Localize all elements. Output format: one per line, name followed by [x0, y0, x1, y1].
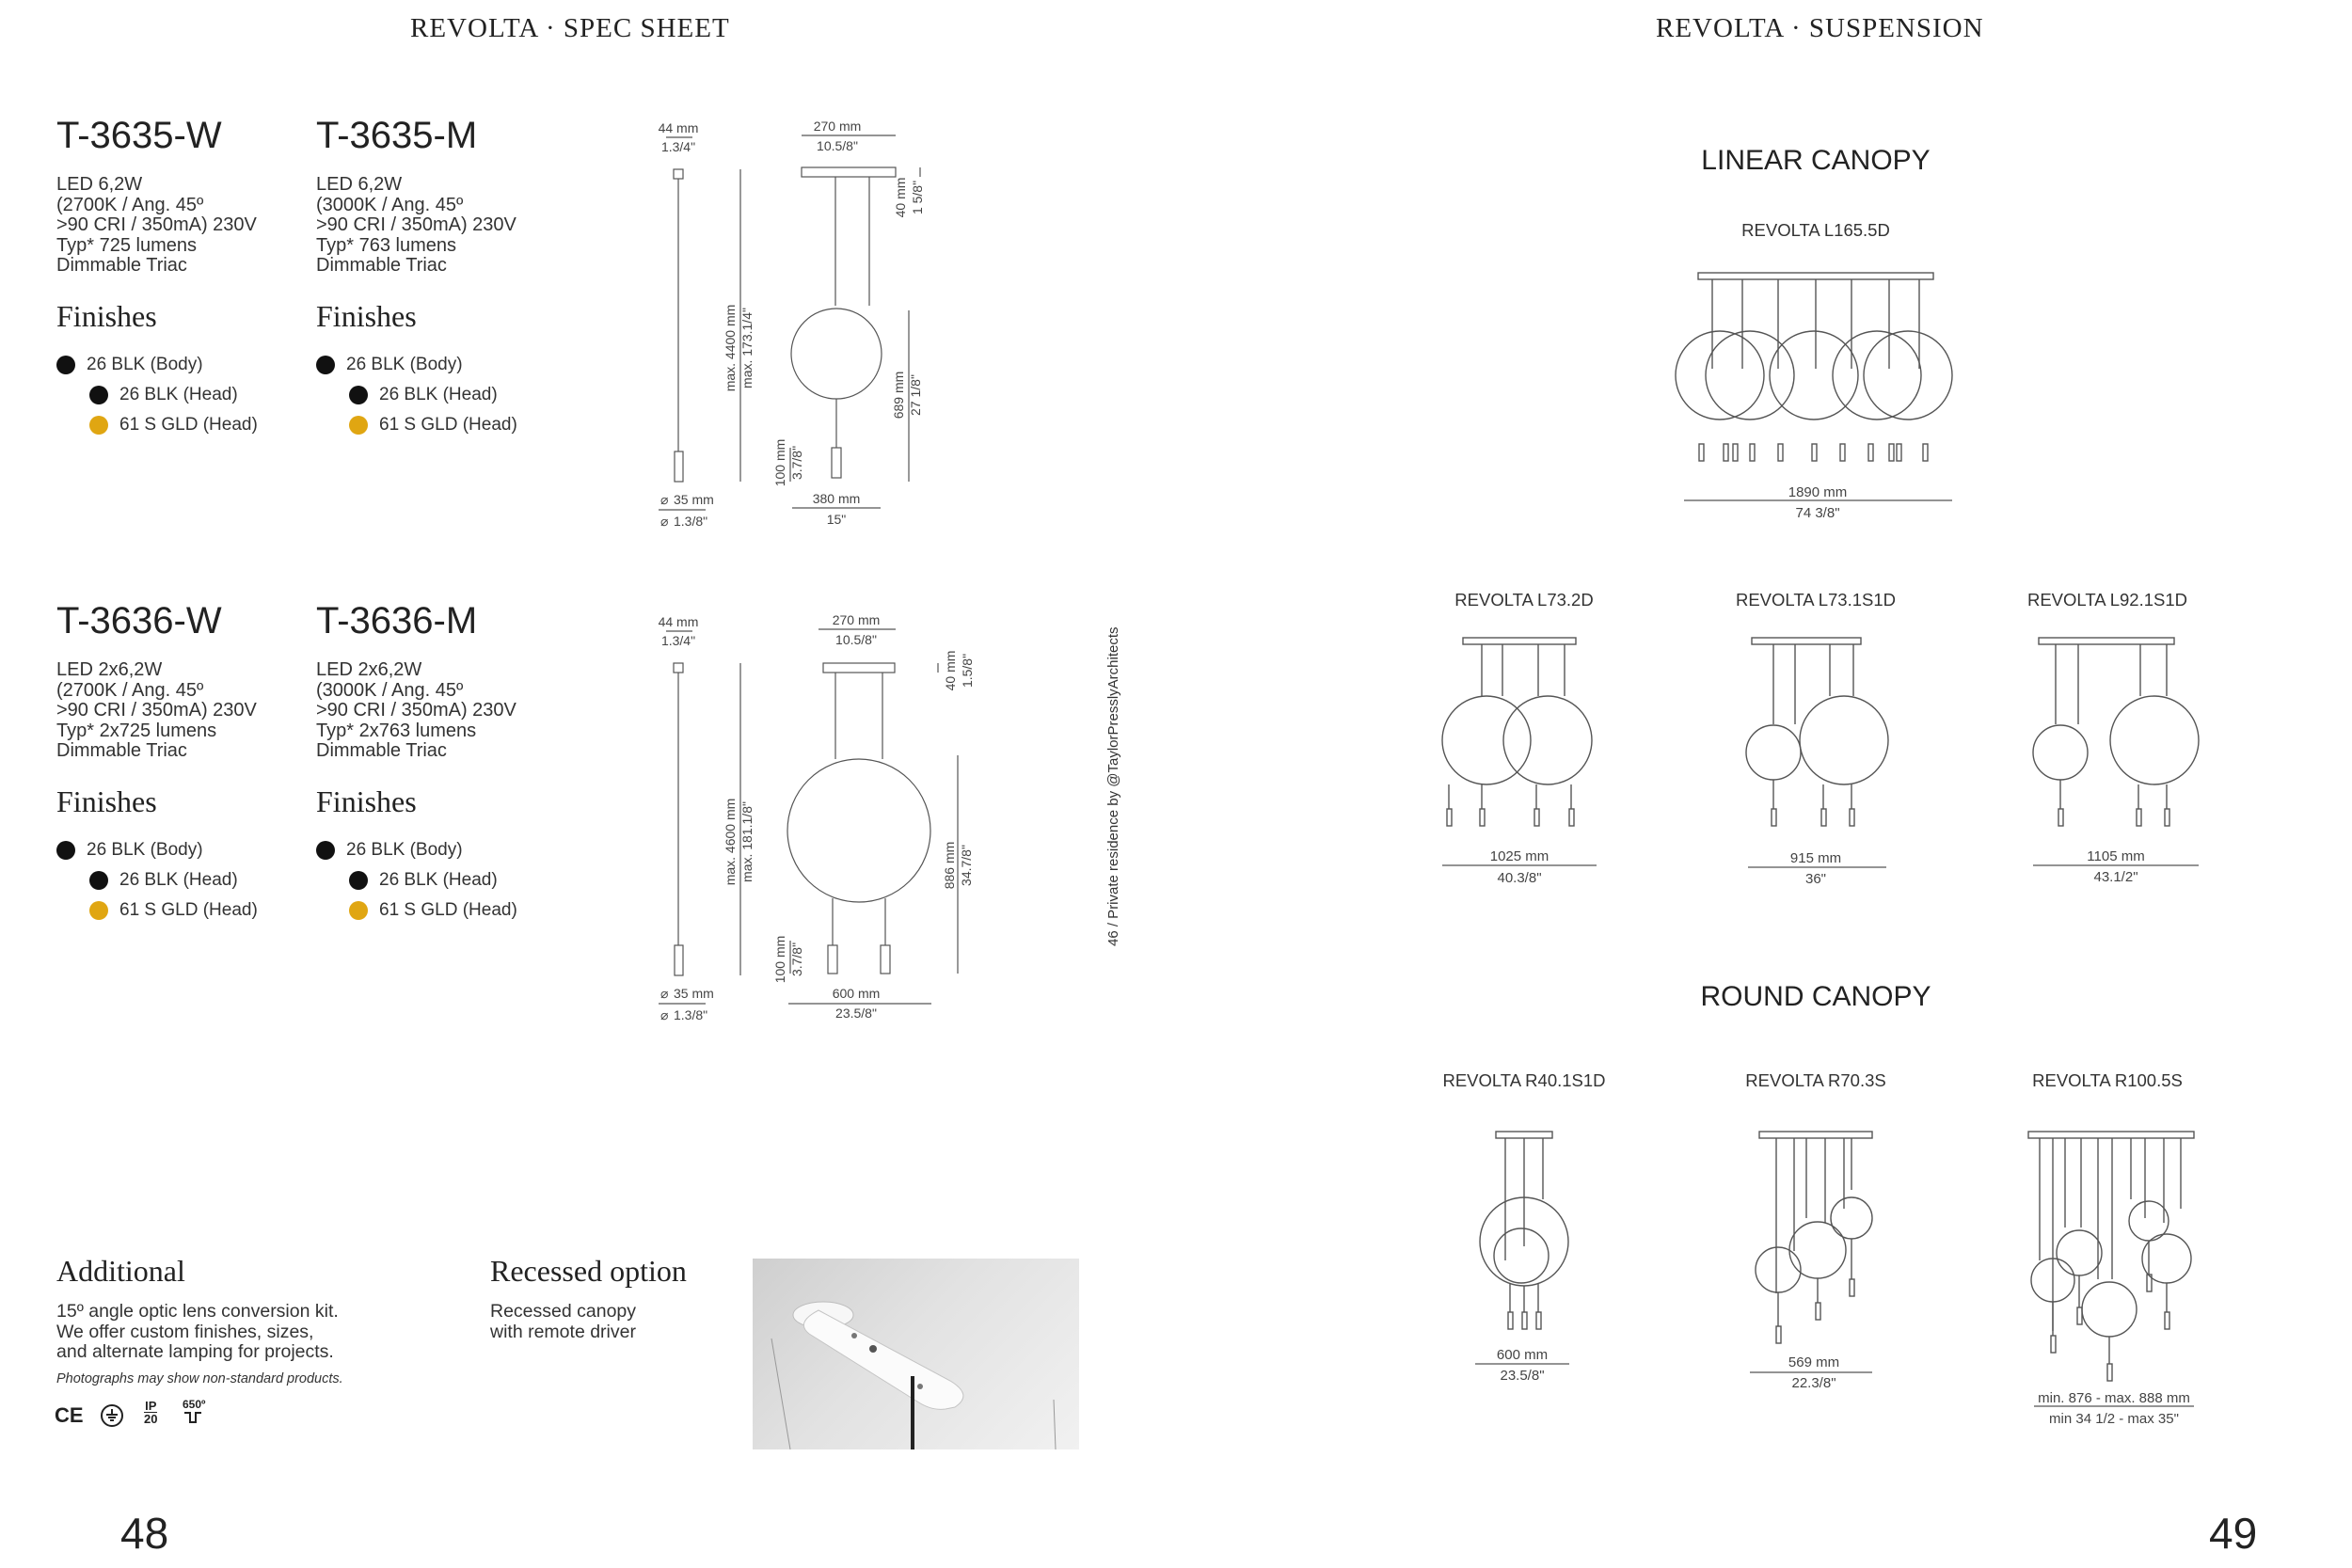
- dim-label: 23.5/8": [835, 1006, 877, 1021]
- fixture-label: REVOLTA R70.3S: [1745, 1070, 1886, 1090]
- spec-line: >90 CRI / 350mA) 230V: [316, 700, 516, 721]
- recessed-text: [490, 1302, 636, 1342]
- spec-line: Dimmable Triac: [316, 740, 447, 761]
- dim-label: 1.3/8": [674, 514, 708, 529]
- finishes-title: Finishes: [56, 784, 157, 818]
- spec-block: [56, 660, 257, 762]
- dim-label: 43.1/2": [2093, 869, 2138, 885]
- dim-label: 74 3/8": [1795, 505, 1840, 521]
- fixture-diagram-l73-1s1d: [1722, 630, 1919, 894]
- finish-label: 26 BLK (Body): [87, 840, 203, 860]
- finish-item: [89, 870, 238, 891]
- additional-title: Additional: [56, 1254, 185, 1288]
- spec-block: [316, 175, 516, 277]
- linear-canopy-title: LINEAR CANOPY: [1701, 145, 1931, 176]
- finish-item: [316, 840, 463, 861]
- spec-line: (3000K / Ang. 45º: [316, 679, 464, 701]
- dim-label: 35 mm: [674, 986, 714, 1001]
- dim-label: 34.7/8": [959, 845, 974, 886]
- canopy-photo-illustration: [753, 1259, 1079, 1449]
- dim-label: 10.5/8": [817, 138, 858, 153]
- page-number: 49: [2209, 1509, 2258, 1558]
- dim-label: ⌀: [660, 492, 669, 507]
- finish-swatch-black: [316, 356, 335, 374]
- finish-label: 26 BLK (Head): [379, 870, 498, 890]
- product-dimension-diagram: [640, 607, 978, 1030]
- ce-mark-icon: CE: [55, 1403, 84, 1427]
- right-page-header: REVOLTA · SUSPENSION: [1656, 13, 1984, 43]
- fixture-diagram-l92-1s1d: [2018, 630, 2216, 894]
- dim-label: ⌀: [660, 514, 669, 529]
- dim-label: 100 mm: [772, 935, 787, 984]
- finishes-title: Finishes: [316, 784, 417, 818]
- model-title: T-3636-W: [56, 600, 222, 641]
- ground-symbol-icon: [100, 1403, 124, 1428]
- dim-label: 3.7/8": [789, 942, 804, 977]
- fixture-diagram-l73-2d: [1425, 630, 1623, 894]
- spec-block: [316, 660, 516, 762]
- ip20-icon: [144, 1400, 157, 1425]
- certification-icons: [55, 1398, 224, 1430]
- dim-label: 44 mm: [658, 120, 699, 135]
- spec-line: (2700K / Ang. 45º: [56, 679, 204, 701]
- finish-swatch-gold: [89, 416, 108, 435]
- finish-swatch-black: [349, 386, 368, 404]
- text-line: with remote driver: [490, 1321, 636, 1342]
- ip-value: 20: [144, 1412, 158, 1426]
- dim-label: 36": [1804, 871, 1827, 887]
- spec-line: LED 6,2W: [56, 174, 143, 195]
- finish-label: 61 S GLD (Head): [379, 900, 517, 920]
- spec-line: Typ* 2x763 lumens: [316, 720, 477, 741]
- fixture-label: REVOLTA R40.1S1D: [1442, 1070, 1606, 1090]
- dim-label: 10.5/8": [835, 632, 877, 647]
- model-title: T-3635-W: [56, 115, 222, 156]
- dim-label: 270 mm: [832, 612, 881, 627]
- finish-item: [349, 900, 517, 921]
- dim-label: 40.3/8": [1497, 870, 1542, 886]
- spec-line: LED 2x6,2W: [316, 659, 422, 680]
- finish-swatch-black: [349, 871, 368, 890]
- dim-label: 886 mm: [942, 841, 957, 890]
- finish-swatch-black: [89, 871, 108, 890]
- dim-label: ⌀: [660, 1007, 669, 1022]
- dim-label: ⌀: [660, 986, 669, 1001]
- dim-label: 15": [826, 512, 847, 527]
- left-page-header: REVOLTA · SPEC SHEET: [410, 13, 730, 43]
- spec-line: Typ* 2x725 lumens: [56, 720, 217, 741]
- dim-label: 3.7/8": [789, 445, 804, 481]
- product-dimension-diagram: [640, 113, 960, 536]
- fixture-label: REVOLTA L73.2D: [1454, 590, 1594, 610]
- dim-label: 1.3/4": [660, 139, 696, 154]
- finish-label: 61 S GLD (Head): [119, 900, 258, 920]
- finish-label: 26 BLK (Head): [379, 385, 498, 404]
- finish-label: 26 BLK (Body): [346, 355, 463, 374]
- fixture-diagram-r40: [1449, 1124, 1599, 1387]
- dim-label: 915 mm: [1789, 850, 1842, 866]
- round-canopy-title: ROUND CANOPY: [1700, 981, 1931, 1012]
- dim-label: 1105 mm: [2087, 848, 2145, 864]
- dim-label: 44 mm: [658, 614, 699, 629]
- finish-item: [349, 870, 498, 891]
- additional-text: [56, 1302, 339, 1363]
- text-line: 15º angle optic lens conversion kit.: [56, 1301, 339, 1322]
- dim-label: max. 173.1/4": [739, 308, 755, 388]
- spec-block: [56, 175, 257, 277]
- spec-line: (3000K / Ang. 45º: [316, 194, 464, 215]
- dim-label: max. 181.1/8": [739, 801, 755, 882]
- spec-line: (2700K / Ang. 45º: [56, 194, 204, 215]
- spec-line: >90 CRI / 350mA) 230V: [316, 214, 516, 235]
- recessed-title: Recessed option: [490, 1254, 687, 1288]
- finish-swatch-black: [89, 386, 108, 404]
- dim-label: 1 5/8": [910, 180, 925, 215]
- dim-label: 600 mm: [832, 986, 881, 1001]
- dim-label: 23.5/8": [1500, 1368, 1545, 1384]
- finish-label: 26 BLK (Body): [346, 840, 463, 860]
- spec-line: Typ* 725 lumens: [56, 234, 197, 256]
- spec-line: Dimmable Triac: [56, 255, 187, 276]
- dim-label: min. 876 - max. 888 mm: [2038, 1390, 2190, 1406]
- finish-item: [89, 900, 258, 921]
- model-title: T-3636-M: [316, 600, 478, 641]
- photo-note: Photographs may show non-standard products.: [56, 1371, 343, 1386]
- ip-label: IP: [145, 1399, 157, 1413]
- finish-label: 61 S GLD (Head): [119, 415, 258, 435]
- dim-label: max. 4600 mm: [723, 798, 738, 886]
- finish-label: 26 BLK (Head): [119, 870, 238, 890]
- finish-swatch-gold: [349, 901, 368, 920]
- finishes-title: Finishes: [316, 299, 417, 333]
- page-number: 48: [120, 1509, 169, 1558]
- finish-item: [56, 840, 203, 861]
- fixture-diagram-r70: [1731, 1124, 1900, 1397]
- fixture-label: REVOLTA L73.1S1D: [1735, 590, 1896, 610]
- dim-label: min 34 1/2 - max 35": [2049, 1411, 2179, 1427]
- finish-item: [316, 355, 463, 375]
- finish-swatch-black: [56, 356, 75, 374]
- text-line: and alternate lamping for projects.: [56, 1341, 334, 1362]
- finish-label: 26 BLK (Body): [87, 355, 203, 374]
- text-line: We offer custom finishes, sizes,: [56, 1321, 314, 1342]
- spec-line: >90 CRI / 350mA) 230V: [56, 700, 257, 721]
- dim-label: 100 mm: [772, 438, 787, 487]
- finish-item: [89, 415, 258, 436]
- finish-swatch-black: [316, 841, 335, 860]
- finish-label: 26 BLK (Head): [119, 385, 238, 404]
- dim-label: 270 mm: [813, 119, 862, 134]
- dim-label: 27 1/8": [908, 374, 923, 416]
- finish-item: [349, 415, 517, 436]
- dim-label: 569 mm: [1788, 1354, 1840, 1370]
- dim-label: 40 mm: [943, 650, 958, 691]
- model-title: T-3635-M: [316, 115, 478, 156]
- dim-label: 600 mm: [1496, 1347, 1549, 1363]
- fixture-diagram-r100: [2023, 1124, 2220, 1434]
- finish-swatch-gold: [349, 416, 368, 435]
- dim-label: 22.3/8": [1791, 1375, 1836, 1391]
- recessed-canopy-photo: [753, 1259, 1079, 1449]
- glow-wire-icon: [183, 1398, 207, 1424]
- dim-label: 1.3/8": [674, 1007, 708, 1022]
- fixture-label: REVOLTA L165.5D: [1741, 220, 1890, 240]
- dim-label: 689 mm: [891, 371, 906, 420]
- fixture-label: REVOLTA R100.5S: [2032, 1070, 2183, 1090]
- spec-line: >90 CRI / 350mA) 230V: [56, 214, 257, 235]
- spec-line: Dimmable Triac: [56, 740, 187, 761]
- finish-item: [56, 355, 203, 375]
- dim-label: 1.5/8": [960, 653, 975, 689]
- spec-line: Dimmable Triac: [316, 255, 447, 276]
- dim-label: 380 mm: [812, 491, 861, 506]
- text-line: Recessed canopy: [490, 1301, 637, 1322]
- finish-swatch-black: [56, 841, 75, 860]
- spec-line: Typ* 763 lumens: [316, 234, 456, 256]
- finishes-title: Finishes: [56, 299, 157, 333]
- finish-swatch-gold: [89, 901, 108, 920]
- dim-label: 40 mm: [893, 177, 908, 218]
- fixture-diagram-l165: [1675, 265, 1957, 529]
- glow-wire-temp: 650º: [183, 1398, 206, 1411]
- spec-line: LED 6,2W: [316, 174, 403, 195]
- spec-line: LED 2x6,2W: [56, 659, 163, 680]
- photo-credit: 46 / Private residence by @TaylorPresslyArchitects: [1105, 626, 1121, 946]
- dim-label: 35 mm: [674, 492, 714, 507]
- fixture-label: REVOLTA L92.1S1D: [2026, 590, 2187, 610]
- dim-label: 1890 mm: [1788, 484, 1848, 500]
- finish-item: [89, 385, 238, 405]
- dim-label: max. 4400 mm: [723, 304, 738, 392]
- finish-label: 61 S GLD (Head): [379, 415, 517, 435]
- finish-item: [349, 385, 498, 405]
- dim-label: 1025 mm: [1489, 848, 1549, 864]
- dim-label: 1.3/4": [660, 633, 696, 648]
